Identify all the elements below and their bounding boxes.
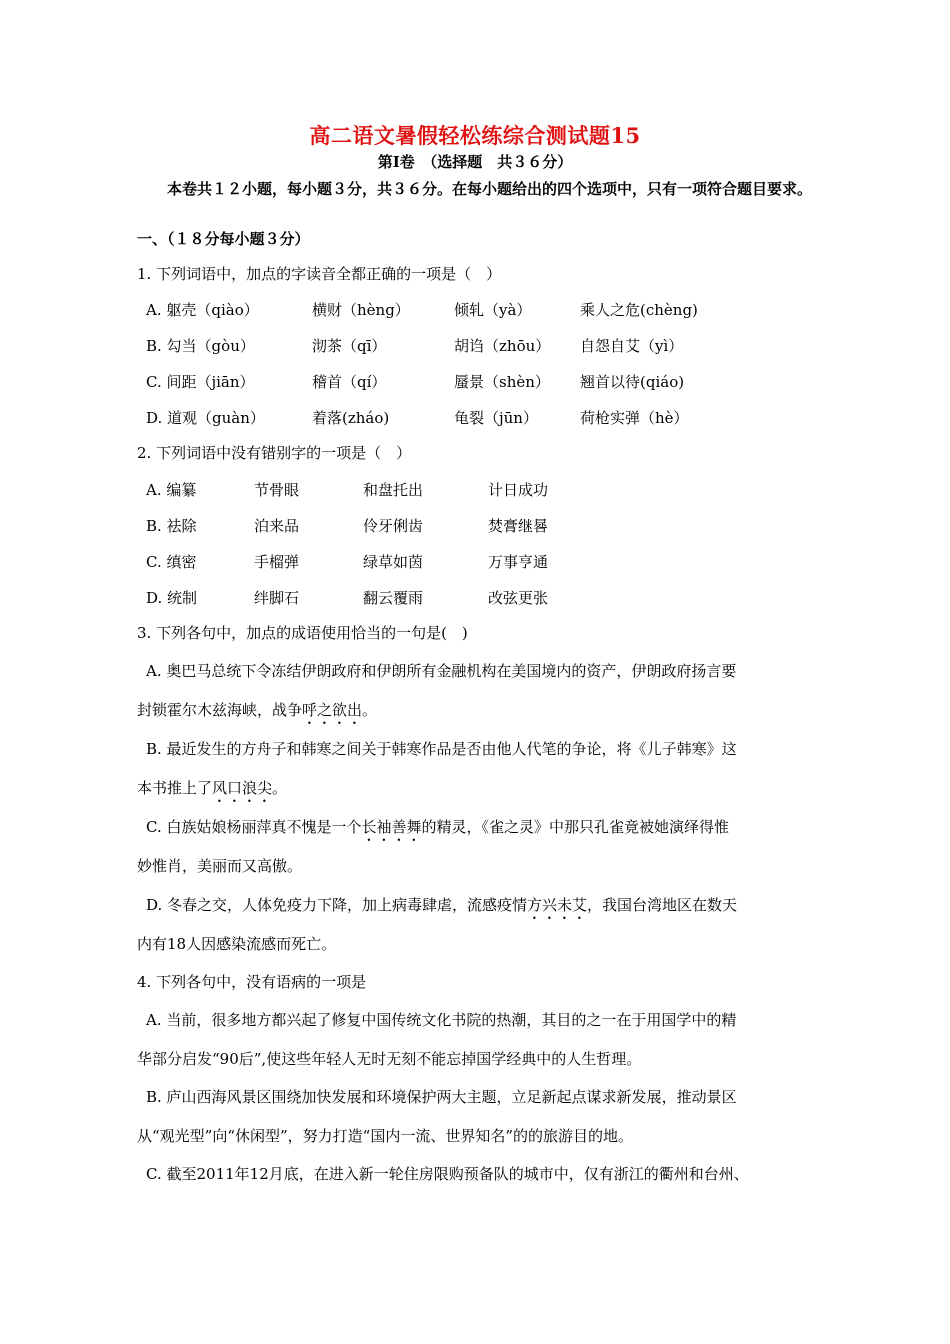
q3-a-idiom: 呼之欲出 <box>302 701 363 719</box>
q2-c-word3: 绿草如茵 <box>363 553 424 571</box>
q1-a-word4: 乘人之危(chèng) <box>580 301 698 319</box>
q2-c-word4: 万事亨通 <box>488 553 549 571</box>
q3-d-text: D. 冬春之交，人体免疫力下降，加上病毒肆虐，流感疫情 <box>146 896 528 914</box>
q1-b-word2: 沏茶（qī） <box>312 337 387 355</box>
q3-option-c-cont: 妙惟肖，美丽而又高傲。 <box>137 857 303 875</box>
q1-option-d: D. 道观（guàn） <box>146 409 265 427</box>
q3-option-c <box>146 816 729 845</box>
section-heading: 一、（１８分每小题３分） <box>137 230 310 248</box>
q3-option-b-cont <box>137 777 287 806</box>
q2-b-word3: 伶牙俐齿 <box>363 517 424 535</box>
q1-stem: 1. 下列词语中，加点的字读音全都正确的一项是（ ） <box>137 265 502 283</box>
q2-a-word4: 计日成功 <box>488 481 549 499</box>
q1-c-word2: 稽首（qí） <box>312 373 387 391</box>
q3-d-end: ，我国台湾地区在数天 <box>587 896 738 914</box>
q3-c-idiom: 长袖善舞 <box>361 818 422 836</box>
q4-option-b: B. 庐山西海风景区围绕加快发展和环境保护两大主题，立足新起点谋求新发展，推动景区 <box>146 1088 737 1106</box>
part-heading: 第Ⅰ卷 （选择题 共３６分） <box>377 153 573 171</box>
q2-c-word2: 手榴弹 <box>254 553 300 571</box>
q2-stem: 2. 下列词语中没有错别字的一项是（ ） <box>137 444 412 462</box>
q3-option-a: A. 奥巴马总统下令冻结伊朗政府和伊朗所有金融机构在美国境内的资产，伊朗政府扬言要 <box>146 662 737 680</box>
q3-a-text: 封锁霍尔木兹海峡，战争 <box>137 701 303 719</box>
document-title: 高二语文暑假轻松练综合测试题15 <box>309 123 641 148</box>
q3-option-a-cont <box>137 699 377 728</box>
q1-d-word4: 荷枪实弹（hè） <box>580 409 689 427</box>
q2-option-b: B. 祛除 <box>146 517 197 535</box>
q1-a-word2: 横财（hèng） <box>312 301 410 319</box>
q4-option-b-cont: 从“观光型”向“休闲型”，努力打造“国内一流、世界知名”的的旅游目的地。 <box>137 1127 634 1145</box>
q4-option-c: C. 截至2011年12月底，在进入新一轮住房限购预备队的城市中，仅有浙江的衢州和台州、 <box>146 1165 749 1183</box>
q3-option-b: B. 最近发生的方舟子和韩寒之间关于韩寒作品是否由他人代笔的争论，将《儿子韩寒》这 <box>146 740 737 758</box>
q2-d-word2: 绊脚石 <box>254 589 300 607</box>
q3-a-end: 。 <box>362 701 378 719</box>
q3-c-end: 的精灵，《雀之灵》中那只孔雀竟被她演绎得惟 <box>421 818 730 836</box>
q2-option-c: C. 缜密 <box>146 553 197 571</box>
q2-a-word3: 和盘托出 <box>363 481 424 499</box>
q3-d-idiom: 方兴未艾 <box>527 896 588 914</box>
q1-b-word3: 胡诌（zhōu） <box>454 337 551 355</box>
q3-c-text: C. 白族姑娘杨丽萍真不愧是一个 <box>146 818 362 836</box>
q4-option-a: A. 当前，很多地方都兴起了修复中国传统文化书院的热潮，其目的之一在于用国学中的精 <box>146 1011 737 1029</box>
q1-option-b: B. 勾当（gòu） <box>146 337 255 355</box>
q1-option-a: A. 躯壳（qiào） <box>146 301 259 319</box>
q1-a-word3: 倾轧（yà） <box>454 301 532 319</box>
q3-b-text: 本书推上了 <box>137 779 213 797</box>
q4-option-a-cont: 华部分启发“90后”,使这些年轻人无时无刻不能忘掉国学经典中的人生哲理。 <box>137 1050 642 1068</box>
q1-option-c: C. 间距（jiān） <box>146 373 255 391</box>
q4-stem: 4. 下列各句中，没有语病的一项是 <box>137 973 367 991</box>
q1-d-word3: 龟裂（jūn） <box>454 409 538 427</box>
q2-option-a: A. 编纂 <box>146 481 197 499</box>
q1-c-word4: 翘首以待(qiáo) <box>580 373 685 391</box>
q3-option-d <box>146 894 737 923</box>
q3-b-idiom: 风口浪尖 <box>212 779 273 797</box>
q3-b-end: 。 <box>272 779 288 797</box>
q2-b-word4: 焚膏继晷 <box>488 517 549 535</box>
q1-d-word2: 着落(zháo) <box>312 409 390 427</box>
q2-d-word4: 改弦更张 <box>488 589 549 607</box>
q3-option-d-cont: 内有18人因感染流感而死亡。 <box>137 935 337 953</box>
q1-b-word4: 自怨自艾（yì） <box>580 337 684 355</box>
q2-a-word2: 节骨眼 <box>254 481 300 499</box>
instructions: 本卷共１２小题，每小题３分，共３６分。在每小题给出的四个选项中，只有一项符合题目要求。 <box>167 180 813 198</box>
q3-stem: 3. 下列各句中，加点的成语使用恰当的一句是( ) <box>137 624 468 642</box>
q2-option-d: D. 统制 <box>146 589 198 607</box>
q1-c-word3: 蜃景（shèn） <box>454 373 550 391</box>
q2-d-word3: 翻云覆雨 <box>363 589 424 607</box>
q2-b-word2: 泊来品 <box>254 517 300 535</box>
